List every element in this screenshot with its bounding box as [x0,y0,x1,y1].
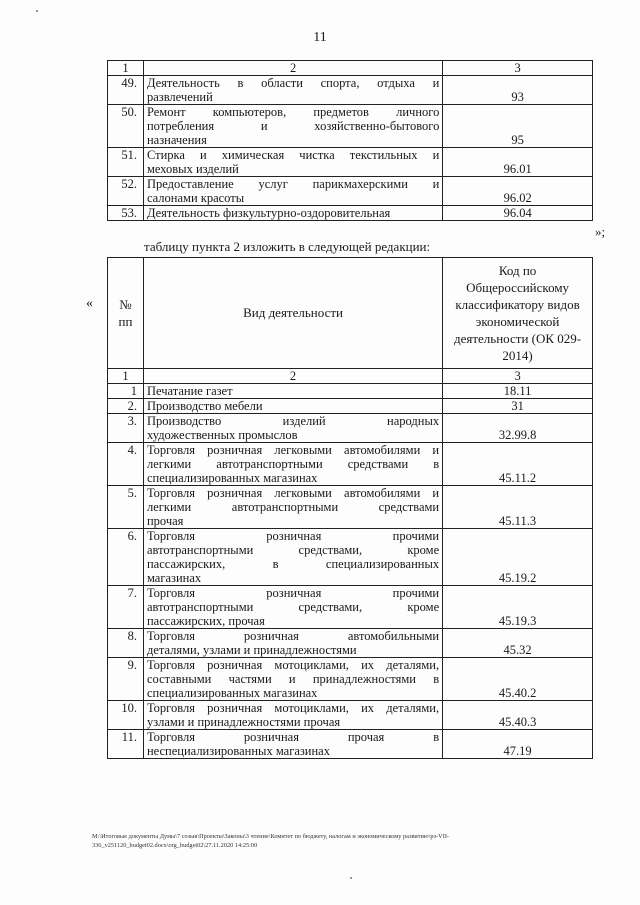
okved-code: 18.11 [443,384,593,399]
activity-line: Торговля розничная прочими [146,586,440,600]
table-row [108,105,593,148]
row-number: 3. [108,414,144,443]
activity-line: назначения [146,133,207,147]
activity-line: автотранспортными средствами, кроме [146,600,440,614]
scan-speck [350,877,352,879]
activity-line: Торговля розничная автомобильными [146,629,440,643]
activity-name [143,730,442,759]
activity-name [143,443,442,486]
column-number: 1 [108,61,144,76]
row-number: 9. [108,658,144,701]
table-row [108,206,593,221]
table-row [108,414,593,443]
activity-name [143,399,442,414]
row-number: 5. [108,486,144,529]
table-row [108,76,593,105]
table-row [108,148,593,177]
okved-code: 96.04 [443,206,593,221]
okved-code: 45.19.3 [443,586,593,629]
row-number: 52. [108,177,144,206]
activity-line: Торговля розничная прочая в [146,730,440,744]
activity-line: Деятельность в области спорта, отдыха и [146,76,440,90]
column-number: 3 [443,61,593,76]
row-number: 49. [108,76,144,105]
activity-line: магазинах [146,571,202,585]
table-row [108,730,593,759]
activity-line: пассажирских, в специализированных [146,557,440,571]
activity-line: развлечений [146,90,213,104]
activity-line: деталями, узлами и принадлежностями [146,643,357,657]
closing-quote: »; [595,224,606,239]
column-number: 3 [443,369,593,384]
activity-name [143,105,442,148]
okved-code: 32.99.8 [443,414,593,443]
row-number: 8. [108,629,144,658]
activity-line: составными частями и принадлежностями в [146,672,440,686]
opening-quote: « [86,296,93,311]
activities-table-new [107,257,593,759]
col-header-num: № пп [108,258,144,369]
activity-line: меховых изделий [146,162,239,176]
table-row [108,658,593,701]
activity-name [143,414,442,443]
activity-line: Деятельность физкультурно-оздоровительная [146,206,391,220]
table-row [108,486,593,529]
row-number: 11. [108,730,144,759]
activity-name [143,658,442,701]
column-numbering-row [108,61,593,76]
activities-table-continued [107,60,593,221]
row-number: 6. [108,529,144,586]
footer-line: M:\Итоговые документы Думы\7 созыв\Проекты\Законы\3 чтение\Комитет по бюджету, налогам и экономическому развитию\рз-VII- [92,833,450,840]
activity-name [143,76,442,105]
table-row [108,399,593,414]
activity-line: потребления и хозяйственно-бытового [146,119,440,133]
okved-code: 45.32 [443,629,593,658]
row-number: 2. [108,399,144,414]
column-numbering-row [108,369,593,384]
activity-line: пассажирских, прочая [146,614,265,628]
row-number: 50. [108,105,144,148]
scan-speck [36,10,38,12]
activity-name [143,529,442,586]
activity-line: неспециализированных магазинах [146,744,330,758]
row-number: 7. [108,586,144,629]
okved-code: 45.19.2 [443,529,593,586]
col-header-code: Код по Общероссийскому классификатору видов экономической деятельности (ОК 029-2014) [443,258,593,369]
activity-line: Стирка и химическая чистка текстильных и [146,148,440,162]
okved-code: 93 [443,76,593,105]
instruction-text: таблицу пункта 2 изложить в следующей редакции: [144,239,431,254]
document-footer [92,832,612,850]
activity-name [143,148,442,177]
activity-line: легкими автотранспортными средствами в [146,457,440,471]
activity-name [143,206,442,221]
table-header-row [108,258,593,369]
page-number: 11 [313,30,327,45]
activity-line: Торговля розничная мотоциклами, их деталями, [146,658,440,672]
row-number: 53. [108,206,144,221]
activity-name [143,629,442,658]
activity-line: Торговля розничная легковыми автомобилями и [146,486,440,500]
table-row [108,443,593,486]
activity-line: Торговля розничная мотоциклами, их деталями, [146,701,440,715]
activity-line: Торговля розничная легковыми автомобилями и [146,443,440,457]
column-number: 2 [143,369,442,384]
row-number: 1 [108,384,144,399]
activity-line: Торговля розничная прочими [146,529,440,543]
col-header-activity: Вид деятельности [143,258,442,369]
okved-code: 47.19 [443,730,593,759]
activity-line: салонами красоты [146,191,245,205]
okved-code: 96.01 [443,148,593,177]
activity-name [143,486,442,529]
activity-name [143,701,442,730]
table-row [108,586,593,629]
okved-code: 45.40.3 [443,701,593,730]
table-row [108,177,593,206]
table-row [108,701,593,730]
footer-line: 336_v251120_budget02.docx\org_budget02\27.11.2020 14:25:00 [92,842,258,849]
activity-line: прочая [146,514,184,528]
okved-code: 31 [443,399,593,414]
okved-code: 45.40.2 [443,658,593,701]
table-row [108,384,593,399]
activity-line: Производство мебели [146,399,263,413]
row-number: 51. [108,148,144,177]
column-number: 1 [108,369,144,384]
table-row [108,629,593,658]
activity-line: Ремонт компьютеров, предметов личного [146,105,440,119]
okved-code: 95 [443,105,593,148]
activity-line: специализированных магазинах [146,471,318,485]
activity-line: автотранспортными средствами, кроме [146,543,440,557]
table-row [108,529,593,586]
activity-name [143,177,442,206]
activity-line: легкими автотранспортными средствами [146,500,440,514]
activity-line: узлами и принадлежностями прочая [146,715,341,729]
activity-line: Производство изделий народных [146,414,440,428]
column-number: 2 [143,61,442,76]
row-number: 4. [108,443,144,486]
activity-name [143,586,442,629]
activity-line: Предоставление услуг парикмахерскими и [146,177,440,191]
activity-line: Печатание газет [146,384,233,398]
okved-code: 45.11.2 [443,443,593,486]
okved-code: 45.11.3 [443,486,593,529]
row-number: 10. [108,701,144,730]
activity-line: специализированных магазинах [146,686,318,700]
okved-code: 96.02 [443,177,593,206]
activity-name [143,384,442,399]
activity-line: художественных промыслов [146,428,298,442]
